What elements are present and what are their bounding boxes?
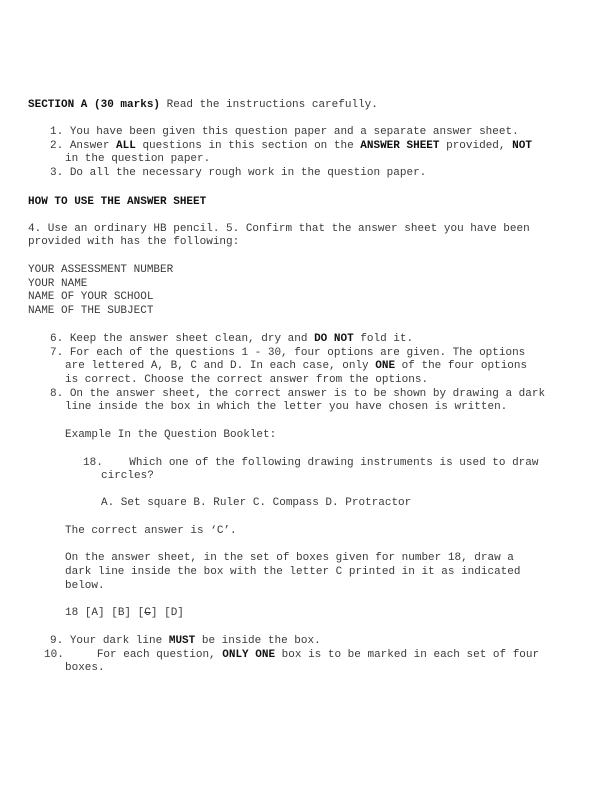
field-your-name: YOUR NAME <box>28 278 88 290</box>
instruction-8: 8. On the answer sheet, the correct answer is to be shown by drawing a dark <box>50 388 546 400</box>
instruction-10: 10. For each question, ONLY ONE box is to be marked in each set of four <box>44 649 540 661</box>
section-heading <box>28 99 378 113</box>
instruction-9: 9. Your dark line MUST be inside the box. <box>50 635 321 647</box>
example-options: A. Set square B. Ruler C. Compass D. Protractor <box>101 497 412 509</box>
answer-boxes-example <box>65 607 184 621</box>
instruction-8-line2: line inside the box in which the letter you have chosen is written. <box>65 401 508 413</box>
instruction-6: 6. Keep the answer sheet clean, dry and DO NOT fold it. <box>50 333 414 345</box>
example-answer: The correct answer is ‘C’. <box>65 525 237 537</box>
answer-sheet-line1: On the answer sheet, in the set of boxes given for number 18, draw a <box>65 552 514 564</box>
instruction-7-line3: is correct. Choose the correct answer from the options. <box>65 374 429 386</box>
section-title: SECTION A (30 marks) <box>28 99 161 111</box>
field-school-name: NAME OF YOUR SCHOOL <box>28 291 154 303</box>
instruction-2: 2. Answer ALL questions in this section on the ANSWER SHEET provided, NOT <box>50 140 532 152</box>
answer-sheet-line3: below. <box>65 580 105 592</box>
how-to-heading: HOW TO USE THE ANSWER SHEET <box>28 196 207 208</box>
example-label: Example In the Question Booklet: <box>65 429 277 441</box>
answer-sheet-line2: dark line inside the box with the letter C printed in it as indicated <box>65 566 521 578</box>
field-subject-name: NAME OF THE SUBJECT <box>28 305 154 317</box>
box-question-number: 18 <box>65 607 79 619</box>
how-to-para-line2: provided with has the following: <box>28 236 240 248</box>
section-intro: Read the instructions carefully. <box>160 99 378 111</box>
box-d: [D] <box>164 607 184 619</box>
example-question-line2: circles? <box>101 470 154 482</box>
box-a: [A] <box>84 607 105 619</box>
instruction-3: 3. Do all the necessary rough work in the question paper. <box>50 167 427 179</box>
field-assessment-number: YOUR ASSESSMENT NUMBER <box>28 264 174 276</box>
how-to-para-line1: 4. Use an ordinary HB pencil. 5. Confirm that the answer sheet you have been <box>28 223 530 235</box>
example-question: 18. Which one of the following drawing instruments is used to draw <box>83 457 539 469</box>
box-c-marked: [C] <box>137 607 158 619</box>
instruction-10-cont: boxes. <box>65 662 105 674</box>
box-b: [B] <box>111 607 132 619</box>
instruction-7: 7. For each of the questions 1 - 30, four options are given. The options <box>50 347 526 359</box>
instruction-7-line2: are lettered A, B, C and D. In each case, only ONE of the four options <box>65 360 528 372</box>
instruction-1: 1. You have been given this question paper and a separate answer sheet. <box>50 126 519 138</box>
instruction-2-cont: in the question paper. <box>65 153 211 165</box>
